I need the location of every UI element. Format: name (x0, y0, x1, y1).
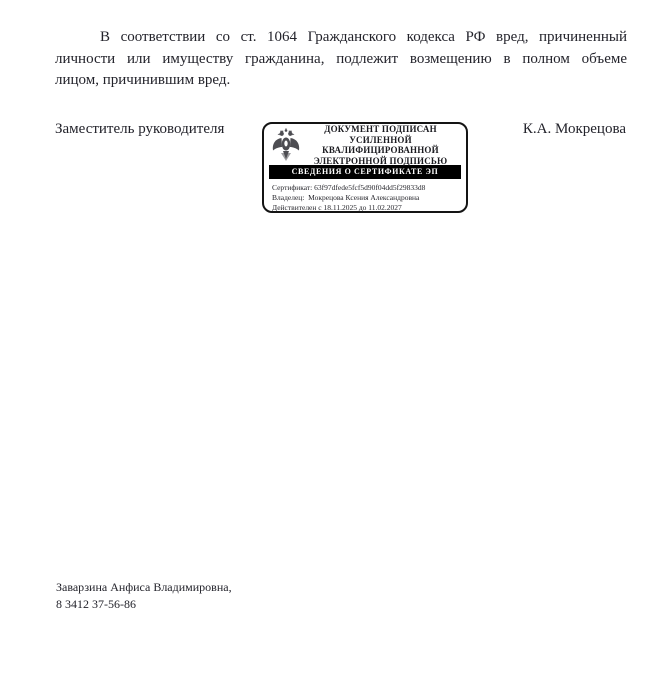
stamp-header (264, 124, 466, 166)
contact-phone: 8 3412 37-56-86 (56, 596, 136, 611)
stamp-title-line-1: ДОКУМЕНТ ПОДПИСАН (324, 124, 437, 134)
paragraph-line-3: лицом, причинившим вред. (55, 72, 231, 88)
certificate-label: Сертификат: (272, 183, 313, 192)
paragraph-line-2: личности или имуществу гражданина, подлежит возмещению в полном объеме (55, 50, 627, 67)
owner-value: Мокрецова Ксения Александровна (308, 193, 420, 202)
certificate-number-line (272, 183, 462, 193)
contact-block (56, 579, 232, 612)
russian-coat-of-arms-icon (271, 128, 301, 162)
owner-label: Владелец: (272, 193, 305, 202)
certificate-details (264, 179, 466, 213)
signer-name: К.А. Мокрецова (522, 121, 626, 137)
signer-position-title: Заместитель руководителя (55, 121, 225, 137)
body-paragraph (55, 27, 627, 92)
stamp-title (301, 124, 460, 166)
certificate-info-banner: СВЕДЕНИЯ О СЕРТИФИКАТЕ ЭП (269, 165, 461, 179)
paragraph-line-1: В соответствии со ст. 1064 Гражданского кодекса РФ вред, причиненный (100, 29, 627, 45)
stamp-title-line-3: ЭЛЕКТРОННОЙ ПОДПИСЬЮ (313, 155, 448, 166)
electronic-signature-stamp (262, 122, 468, 213)
contact-name: Заварзина Анфиса Владимировна, (56, 580, 232, 594)
stamp-title-line-2: УСИЛЕННОЙ КВАЛИФИЦИРОВАННОЙ (322, 134, 439, 155)
certificate-value: 63f97dfede5fcf5d90f04dd5f29833d8 (314, 183, 426, 192)
certificate-validity-line: Действителен с 18.11.2025 до 11.02.2027 (272, 203, 402, 212)
certificate-owner-line (272, 193, 462, 203)
